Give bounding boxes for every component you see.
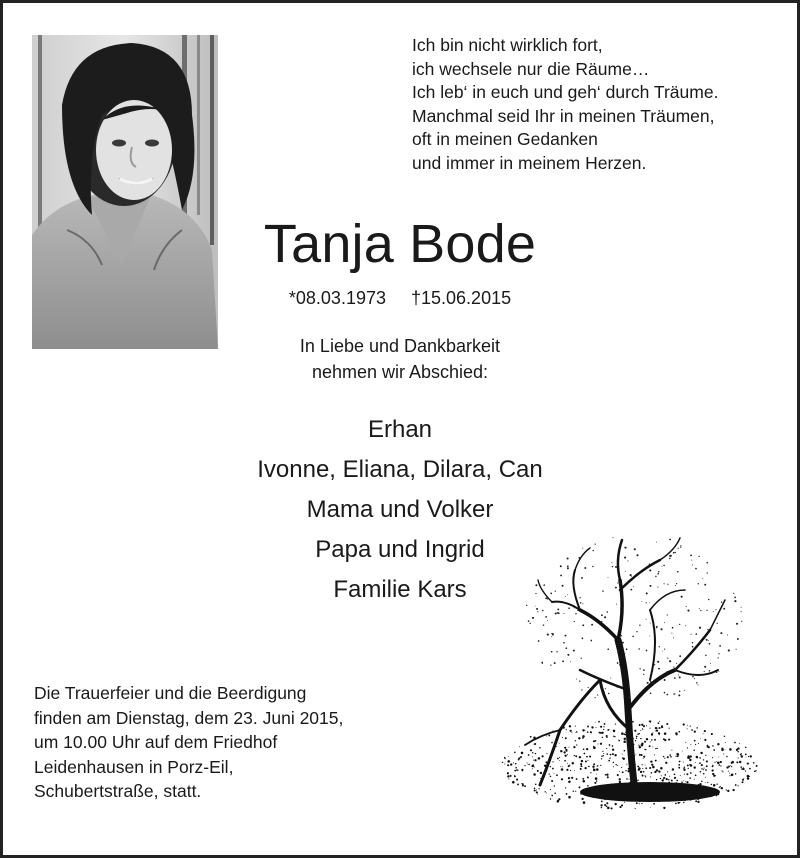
- poem-line: Ich leb‘ in euch und geh‘ durch Träume.: [412, 82, 719, 102]
- life-dates: [200, 286, 600, 310]
- farewell-text: [200, 333, 600, 385]
- poem-line: und immer in meinem Herzen.: [412, 152, 647, 173]
- poem-line: Ich bin nicht wirklich fort,: [412, 35, 603, 55]
- service-line: Schubertstraße, statt.: [34, 781, 202, 801]
- family-member: Familie Kars: [333, 576, 467, 603]
- service-line: um 10.00 Uhr auf dem Friedhof: [34, 732, 278, 752]
- service-line: Die Trauerfeier und die Beerdigung: [34, 683, 307, 703]
- farewell-line: nehmen wir Abschied:: [311, 362, 489, 382]
- farewell-line: In Liebe und Dankbarkeit: [299, 336, 501, 356]
- poem: [412, 34, 782, 175]
- portrait-photo: [32, 35, 218, 349]
- poem-line: Manchmal seid Ihr in meinen Träumen,: [412, 105, 715, 126]
- family-member: Erhan: [367, 416, 433, 443]
- birth-date: *08.03.1973: [288, 288, 386, 308]
- poem-line: ich wechsele nur die Räume…: [412, 58, 650, 79]
- family-member: Mama und Volker: [306, 496, 494, 523]
- poem-line: oft in meinen Gedanken: [412, 129, 598, 149]
- service-line: finden am Dienstag, dem 23. Juni 2015,: [34, 707, 344, 728]
- service-line: Leidenhausen in Porz-Eil,: [34, 756, 234, 777]
- death-date: †15.06.2015: [411, 288, 512, 308]
- tree-illustration: [500, 530, 768, 815]
- family-member: Papa und Ingrid: [315, 536, 485, 563]
- deceased-name: Tanja Bode: [263, 214, 537, 274]
- service-info: [34, 681, 474, 804]
- family-member: Ivonne, Eliana, Dilara, Can: [257, 456, 543, 483]
